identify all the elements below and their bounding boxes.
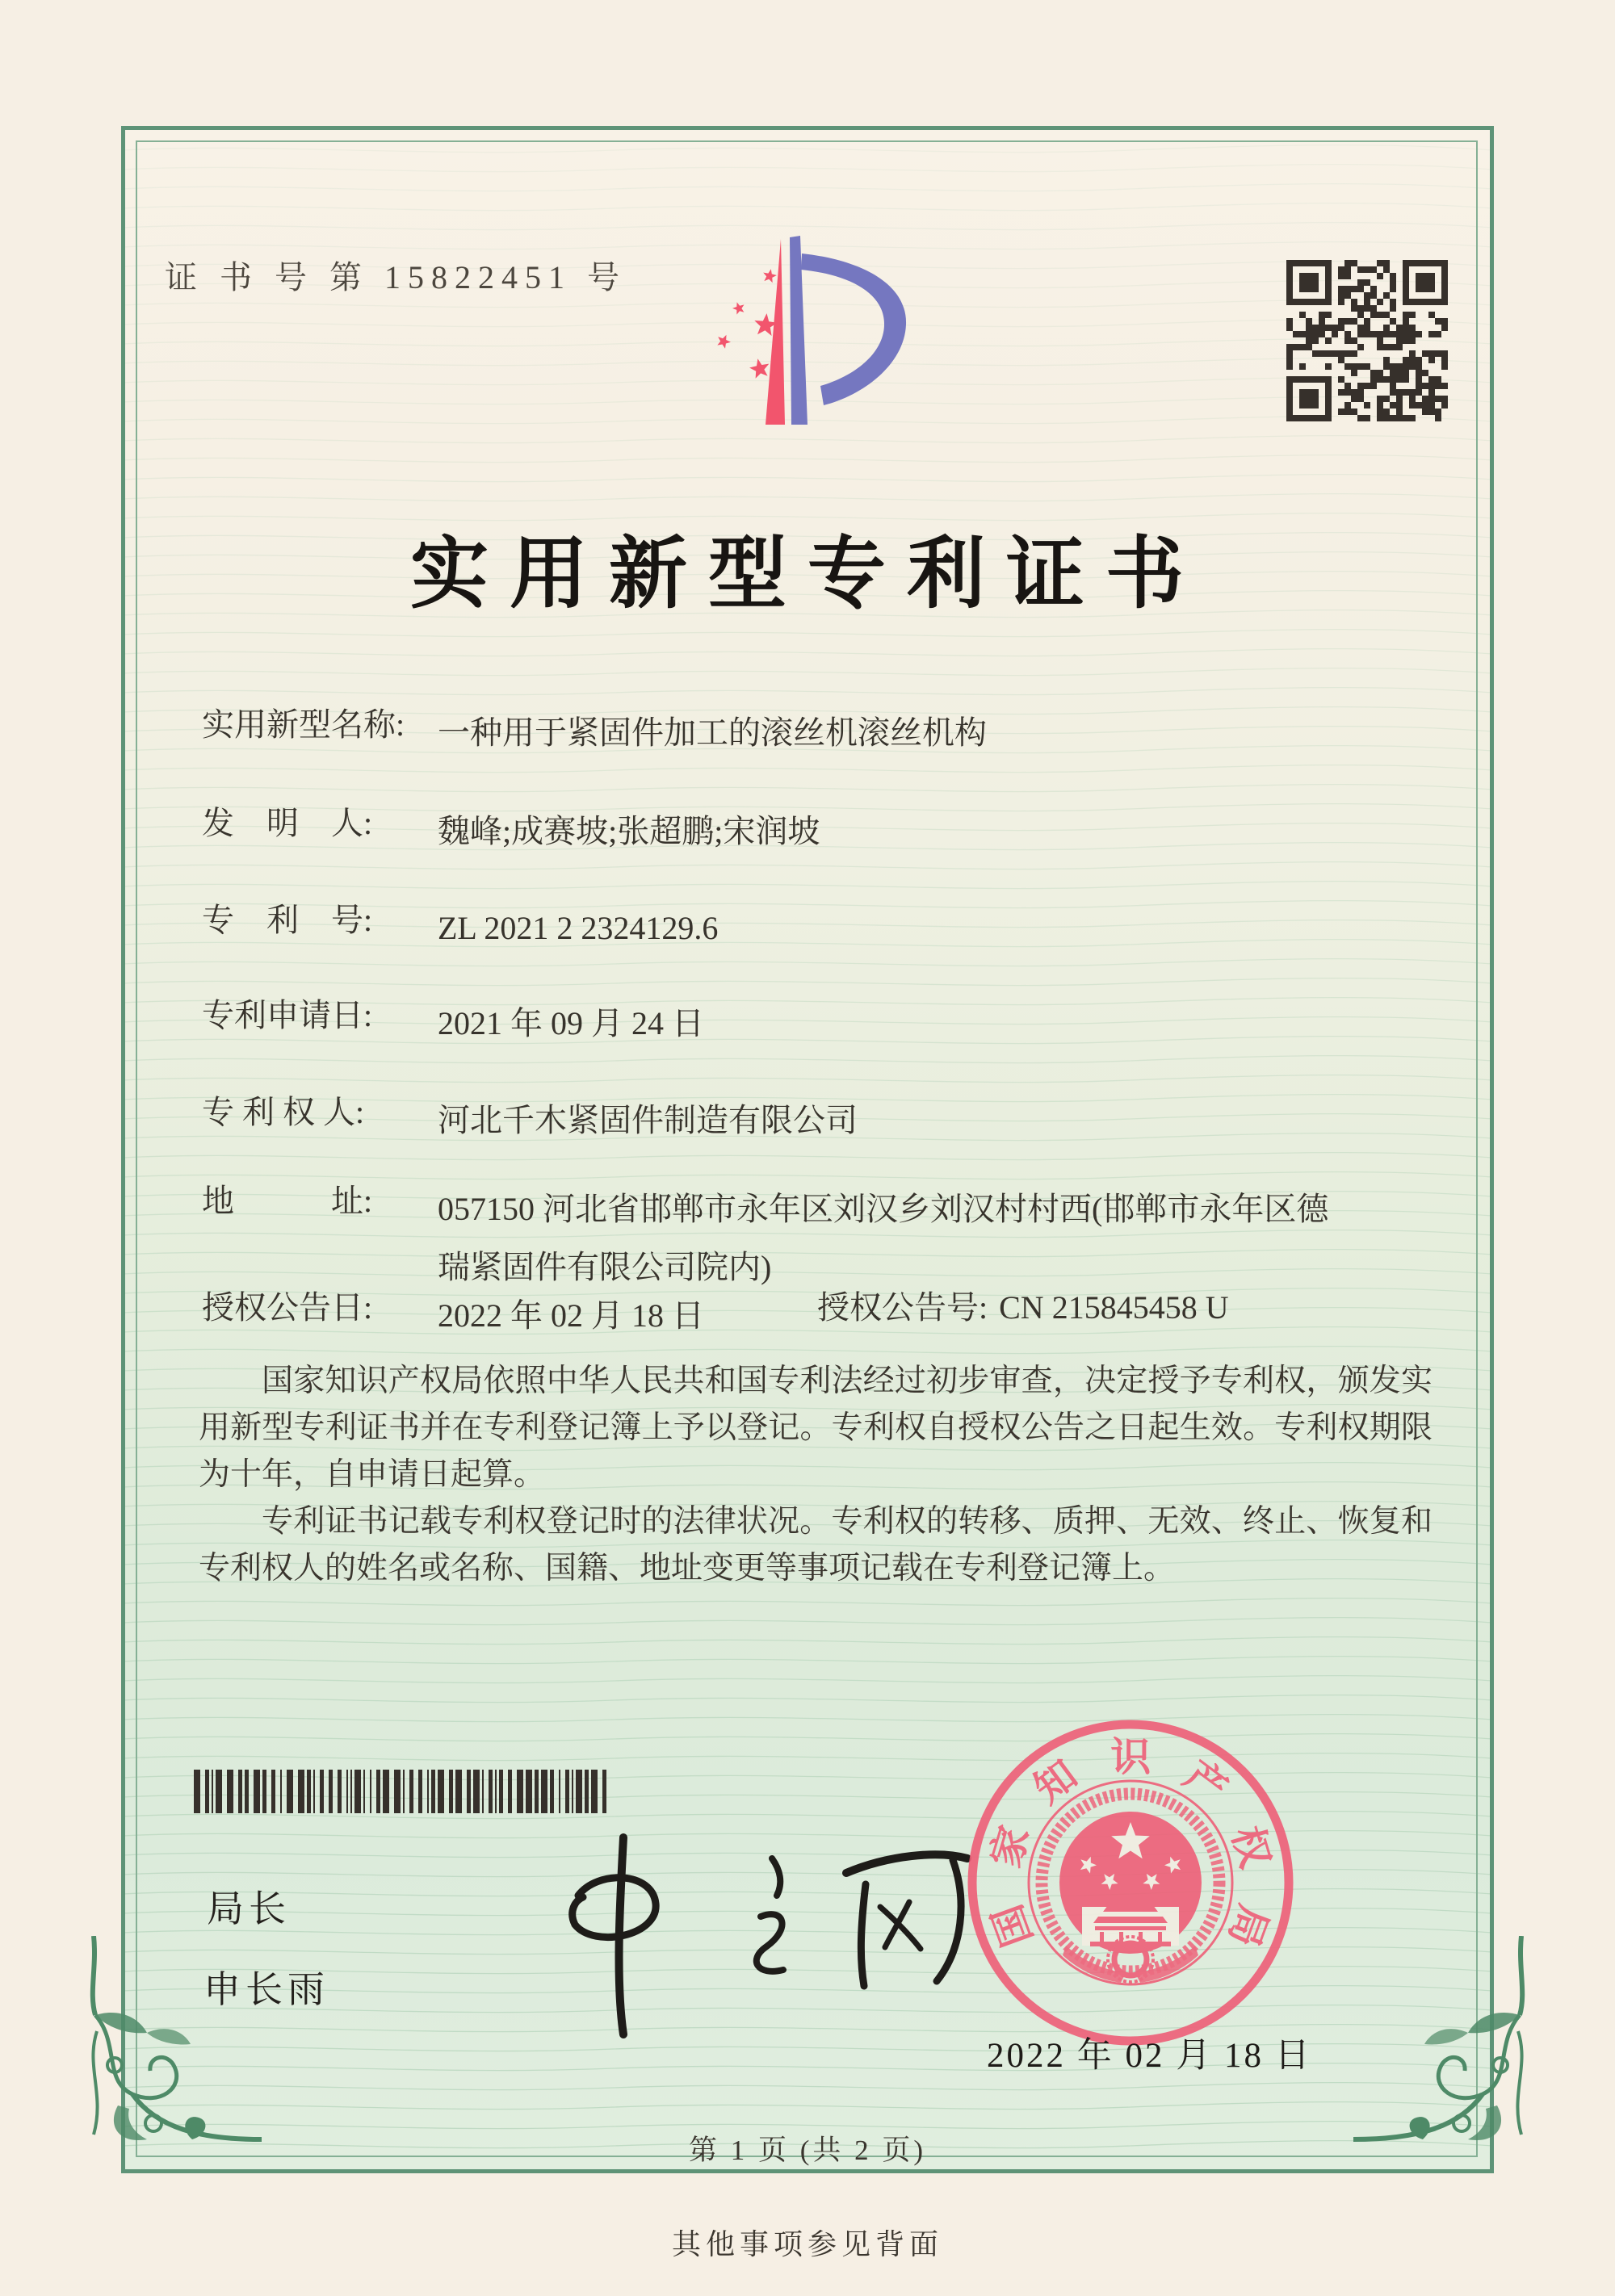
field-filing-date xyxy=(202,995,704,1053)
field-value: 一种用于紧固件加工的滚丝机滚丝机构 xyxy=(438,714,987,751)
cnipa-logo-icon xyxy=(688,234,935,433)
field-label: 专 利 号: xyxy=(202,902,373,938)
certificate-title: 实用新型专利证书 xyxy=(410,531,1205,618)
barcode-icon xyxy=(194,1770,614,1813)
cnipa-official-seal xyxy=(961,1713,1300,2052)
field-address xyxy=(202,1180,1338,1297)
field-utility-model-name xyxy=(202,704,987,762)
field-grant-announcement xyxy=(202,1287,1229,1345)
page-number-note: 第 1 页 (共 2 页) xyxy=(688,2135,927,2166)
field-patent-number xyxy=(202,899,718,957)
field-value: ZL 2021 2 2324129.6 xyxy=(438,910,719,946)
svg-text:知: 知 xyxy=(1026,1751,1086,1812)
svg-text:家: 家 xyxy=(983,1820,1038,1873)
seal-date: 2022 年 02 月 18 日 xyxy=(987,2037,1312,2075)
field-label: 地 址: xyxy=(202,1183,373,1219)
svg-text:局: 局 xyxy=(1220,1899,1277,1953)
legal-paragraph-2: 专利证书记载专利权登记时的法律状况。专利权的转移、质押、无效、终止、恢复和专利权人的姓名或名称、国籍、地址变更等事项记载在专利登记簿上。 xyxy=(199,1504,1433,1586)
field-label: 实用新型名称: xyxy=(202,706,405,743)
field-label: 发 明 人: xyxy=(202,805,373,841)
legal-paragraph-1: 国家知识产权局依照中华人民共和国专利法经过初步审查，决定授予专利权，颁发实用新型专利证书并在专利登记簿上予以登记。专利权自授权公告之日起生效。专利权期限为十年，自申请日起算。 xyxy=(199,1364,1433,1492)
field-value: 魏峰;成赛坡;张超鹏;宋润坡 xyxy=(438,813,820,849)
field-label: 专利申请日: xyxy=(202,997,373,1033)
field-patentee xyxy=(202,1091,858,1150)
grant-number-value: CN 215845458 U xyxy=(999,1289,1229,1326)
certificate-number: 证 书 号 第 15822451 号 xyxy=(165,259,627,295)
svg-text:国: 国 xyxy=(984,1899,1041,1953)
director-name-label: 申长雨 xyxy=(203,1968,329,2010)
svg-text:产: 产 xyxy=(1176,1752,1235,1812)
qr-code-icon xyxy=(1286,260,1448,421)
field-label: 专 利 权 人: xyxy=(202,1094,365,1130)
grant-number-label: 授权公告号: xyxy=(817,1289,988,1326)
field-value: 河北千木紧固件制造有限公司 xyxy=(438,1102,858,1138)
field-value: 057150 河北省邯郸市永年区刘汉乡刘汉村村西(邯郸市永年区德瑞紧固件有限公司院内) xyxy=(438,1191,1329,1285)
legal-paragraphs xyxy=(199,1358,1433,1592)
svg-text:识: 识 xyxy=(1110,1734,1151,1780)
svg-text:权: 权 xyxy=(1223,1820,1279,1873)
see-back-note: 其他事项参见背面 xyxy=(671,2228,943,2260)
grant-date-value: 2022 年 02 月 18 日 xyxy=(438,1297,704,1334)
field-inventors xyxy=(202,802,820,861)
director-title-label: 局长 xyxy=(207,1887,291,1929)
grant-date-label: 授权公告日: xyxy=(202,1289,373,1326)
director-signature-script xyxy=(501,1826,985,2044)
grant-number-pair xyxy=(817,1287,1229,1329)
field-value: 2021 年 09 月 24 日 xyxy=(438,1005,704,1041)
